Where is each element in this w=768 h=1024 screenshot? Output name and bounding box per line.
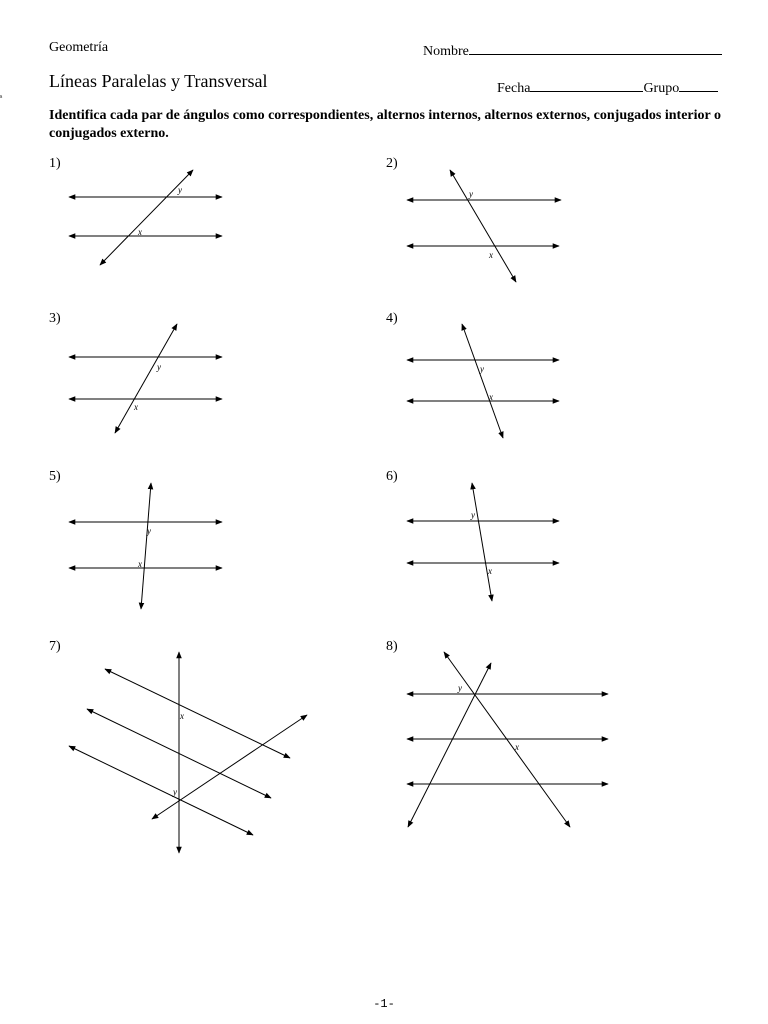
figure-8 <box>407 652 608 827</box>
figure-5 <box>69 483 222 609</box>
figure-4 <box>407 324 559 438</box>
figure-7 <box>69 652 307 853</box>
transversal-line <box>408 663 491 827</box>
angle-label-y: y <box>157 362 161 372</box>
transversal-line <box>141 483 151 609</box>
angle-label-y: y <box>480 364 484 374</box>
name-label: Nombre <box>423 44 469 59</box>
worksheet-title: Líneas Paralelas y Transversal <box>49 71 268 91</box>
transversal-line <box>152 715 307 819</box>
angle-label-x: x <box>134 402 138 412</box>
angle-label-x: x <box>180 711 184 721</box>
transversal-line <box>450 170 516 282</box>
figure-6 <box>407 483 559 601</box>
instructions: Identifica cada par de ángulos como correspondientes, alternos internos, alternos externos, conjugados interior o conjugados externo. <box>49 108 721 141</box>
problem-number-1: 1) <box>49 156 61 171</box>
angle-label-y: y <box>147 526 151 536</box>
angle-label-y: y <box>469 189 473 199</box>
angle-label-x: x <box>138 559 142 569</box>
problem-number-6: 6) <box>386 469 398 484</box>
angle-label-y: y <box>173 787 177 797</box>
figure-3 <box>69 324 222 433</box>
problem-number-7: 7) <box>49 639 61 654</box>
figure-1 <box>69 170 222 265</box>
transversal-line <box>115 324 177 433</box>
problem-number-3: 3) <box>49 311 61 326</box>
angle-label-x: x <box>138 227 142 237</box>
transversal-line <box>462 324 503 438</box>
date-label: Fecha <box>497 81 531 96</box>
group-label: Grupo <box>643 81 680 96</box>
margin-mark: s <box>0 94 3 100</box>
parallel-line <box>69 746 253 835</box>
page-number: -1- <box>373 997 395 1011</box>
angle-label-x: x <box>489 250 493 260</box>
angle-label-y: y <box>458 683 462 693</box>
course-name: Geometría <box>49 40 109 55</box>
problem-number-2: 2) <box>386 156 398 171</box>
figure-2 <box>407 170 561 282</box>
angle-label-x: x <box>488 566 492 576</box>
problem-number-8: 8) <box>386 639 398 654</box>
angle-label-y: y <box>178 185 182 195</box>
angle-label-x: x <box>515 742 519 752</box>
angle-label-x: x <box>489 392 493 402</box>
problem-number-4: 4) <box>386 311 398 326</box>
angle-label-y: y <box>471 510 475 520</box>
problem-number-5: 5) <box>49 469 61 484</box>
transversal-line <box>472 483 492 601</box>
